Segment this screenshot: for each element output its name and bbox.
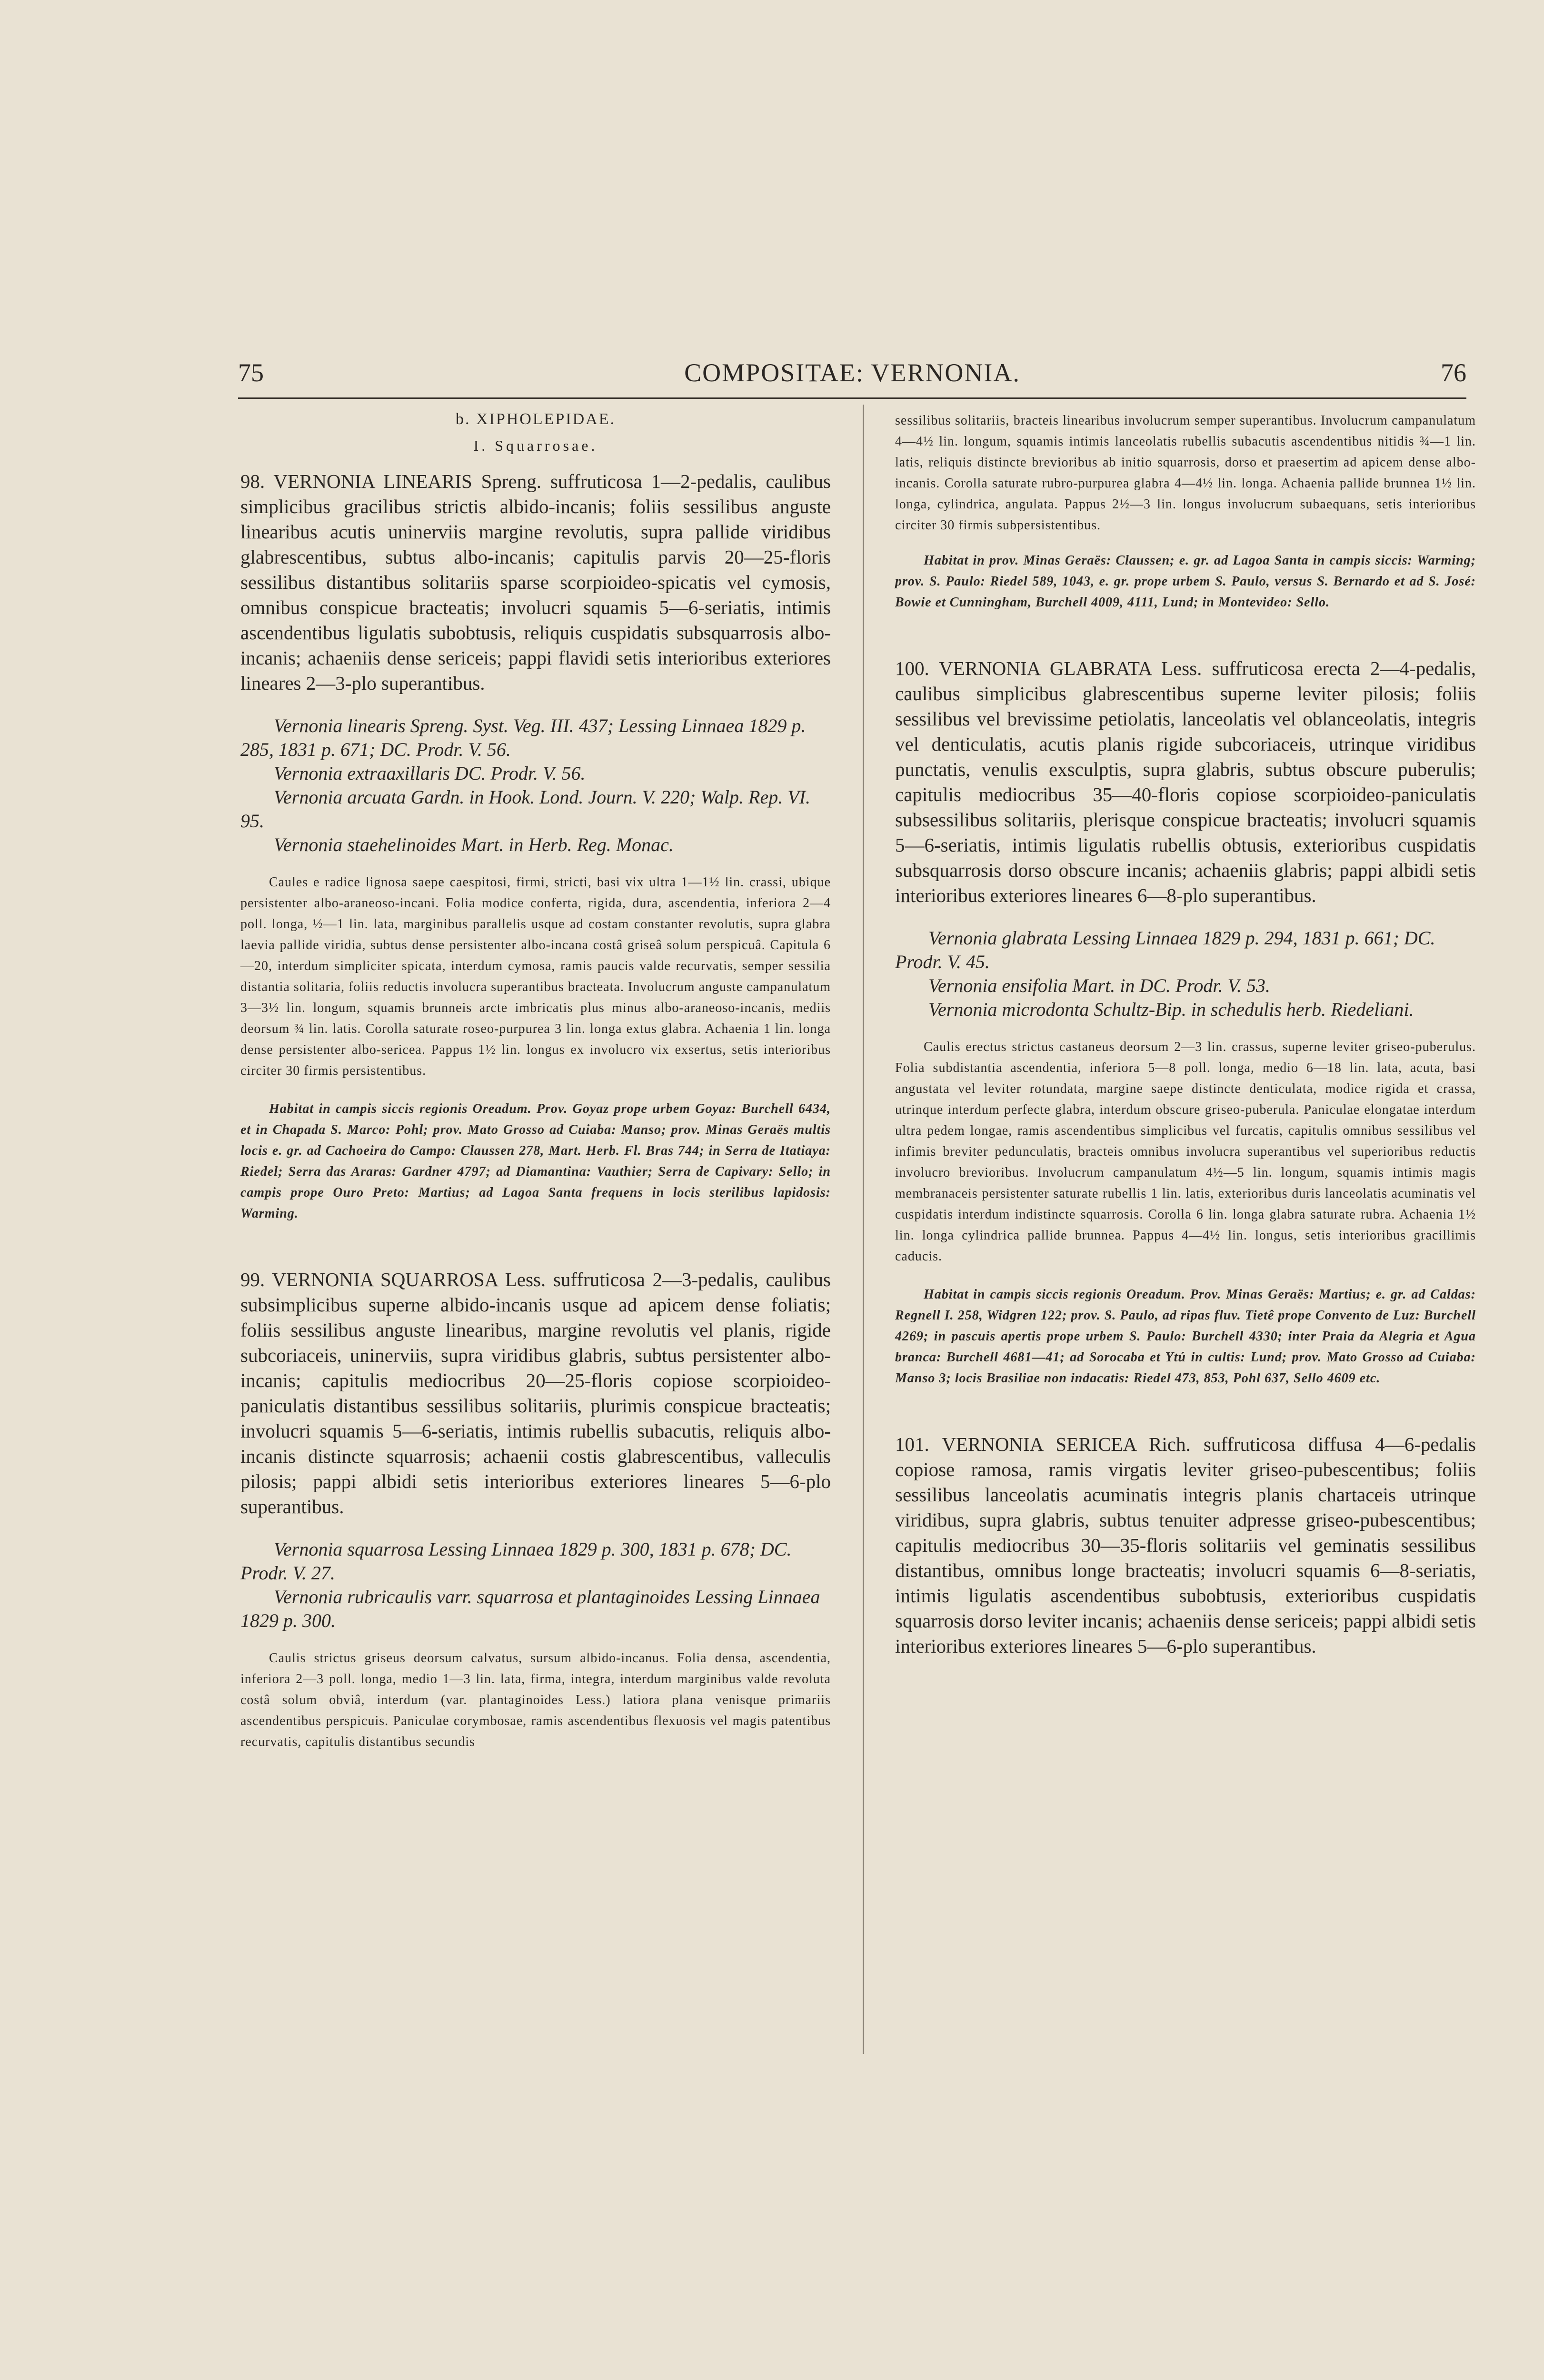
synonym: Vernonia squarrosa Lessing Linnaea 1829 p. 300, 1831 p. 678; DC. Prodr. V. 27. — [240, 1538, 792, 1584]
species-100-description: Caulis erectus strictus castaneus deorsum 2—3 lin. crassus, superne leviter griseo-puberulus. Folia subdistantia ascendentia, inferiora 5—8 poll. longa, medio 6—18 lin. lata, acuta, basi angustata vel leviter rotundata, margine saepe distincte denticulata, modice rigida et crassa, utrinque interdum perfecte glabra, interdum obscure griseo-puberula. Paniculae elongatae interdum ultra pedem longae, ramis ascendentibus simplicibus vel furcatis, capitulis omnibus sessilibus vel infimis breviter pedunculatis, bracteis omnibus involucra superantibus vel superioribus reductis involucro brevioribus. Involucrum campanulatum 4½—5 lin. longum, squamis intimis magis membranaceis persistenter saturate rubellis 1 lin. latis, exterioribus duris lanceolatis acuminatis vel cuspidatis interdum indistincte squarrosis. Corolla 6 lin. longa glabra saturate rubra. Achaenia 1½ lin. longa cylindrica pallide brunnea. Pappus 4—4½ lin. longus, setis interioribus gracillimis caducis. — [895, 1040, 1476, 1264]
running-title: COMPOSITAE: VERNONIA. — [684, 358, 1020, 387]
species-100-diagnosis: 100. VERNONIA GLABRATA Less. suffruticosa erecta 2—4-pedalis, caulibus simplicibus glabrescentibus superne leviter pilosis; foliis sessilibus vel brevissime petiolatis, lanceolatis vel oblanceolatis, integris vel denticulatis, acutis planis rigide subcoriaceis, utrinque viridibus punctatis, venulis exsculptis, supra glabris, subtus obscure puberulis; capitulis mediocribus 35—40-floris copiose scorpioideo-paniculatis subsessilibus solitariis, plerisque conspicue bracteatis; involucri squamis 5—6-seriatis, intimis ligulatis rubellis obtusis, exterioribus cuspidatis subsquarrosis dorso obscure incanis; achaeniis glabris; pappi albidi setis interioribus exteriores lineares 6—8-plo superantibus. — [895, 657, 1476, 906]
synonym: Vernonia staehelinoides Mart. in Herb. Reg. Monac. — [274, 834, 674, 855]
right-column — [895, 410, 1476, 1659]
species-99-diagnosis: 99. VERNONIA SQUARROSA Less. suffruticosa 2—3-pedalis, caulibus subsimplicibus superne albido-incanis usque ad apicem dense foliatis; foliis sessilibus anguste linearibus, margine revolutis vel planis, rigide subcoriaceis, uninerviis, supra viridibus glabris, subtus persistenter albo-incanis; capitulis mediocribus 20—25-floris copiose scorpioideo-paniculatis distantibus sessilibus solitariis, plurimis conspicue bracteatis; involucri squamis 5—6-seriatis, intimis rubellis subacutis, reliquis albo-incanis distincte squarrosis; achaenii costis glabrescentibus, valleculis pilosis; pappi albidi setis interioribus exteriores lineares 5—6-plo superantibus. — [240, 1269, 831, 1517]
species-98-diagnosis: 98. VERNONIA LINEARIS Spreng. suffruticosa 1—2-pedalis, caulibus simplicibus gracilibus strictis albido-incanis; foliis sessilibus anguste linearibus acutis uninerviis margine revolutis, supra pallide viridibus glabrescentibus, subtus albo-incanis; capitulis parvis 20—25-floris sessilibus distantibus solitariis sparse scorpioideo-spicatis vel cymosis, omnibus conspicue bracteatis; involucri squamis 5—6-seriatis, intimis ascendentibus ligulatis subobtusis, reliquis cuspidatis subsquarrosis albo-incanis; achaeniis dense sericeis; pappi flavidi setis interioribus exteriores lineares 2—3-plo superantibus. — [240, 470, 831, 694]
species-99-description: Caulis strictus griseus deorsum calvatus, sursum albido-incanus. Folia densa, ascendentia, inferiora 2—3 poll. longa, medio 1—3 lin. lata, firma, integra, interdum marginibus valde revoluta costâ solum obviâ, interdum (var. plantaginoides Less.) latiora plana venisque primariis ascendentibus perspicuis. Paniculae corymbosae, ramis ascendentibus flexuosis vel magis patentibus recurvatis, capitulis distantibus secundis — [240, 1651, 831, 1749]
synonym: Vernonia ensifolia Mart. in DC. Prodr. V. 53. — [928, 975, 1270, 996]
species-98-description: Caules e radice lignosa saepe caespitosi, firmi, stricti, basi vix ultra 1—1½ lin. crassi, ubique persistenter albo-araneoso-incani. Folia modice conferta, rigida, dura, ascendentia, inferiora 2—4 poll. longa, ½—1 lin. lata, marginibus parallelis usque ad costam constanter revolutis, supra glabra laevia pallide viridia, subtus dense persistenter albo-incana costâ griseâ solum perspicuâ. Capitula 6—20, interdum simpliciter spicata, interdum cymosa, ramis paucis valde recurvatis, semper sessilia distantia solitaria, foliis reductis involucra superantibus bracteata. Involucrum anguste campanulatum 3—3½ lin. longum, squamis brunneis arcte imbricatis plus minus albo-araneoso-incanis, mediis deorsum ¾ lin. latis. Corolla saturate roseo-purpurea 3 lin. longa extus glabra. Achaenia 1 lin. longa dense persistenter albo-sericea. Pappus 1½ lin. longus ex involucro vix exsertus, setis interioribus circiter 30 firmis persistentibus. — [240, 875, 831, 1078]
synonym: Vernonia rubricaulis varr. squarrosa et plantaginoides Lessing Linnaea 1829 p. 300. — [240, 1586, 820, 1631]
species-98-synonyms — [240, 714, 831, 857]
synonym: Vernonia glabrata Lessing Linnaea 1829 p. 294, 1831 p. 661; DC. Prodr. V. 45. — [895, 927, 1435, 972]
running-header — [238, 358, 1466, 401]
species-100-synonyms — [895, 926, 1476, 1021]
species-99-habitat: Habitat in prov. Minas Geraës: Claussen; e. gr. ad Lagoa Santa in campis siccis: Warming; prov. S. Paulo: Riedel 589, 1043, e. gr. prope urbem S. Paulo, versus S. Bernardo et ad S. José: Bowie et Cunningham, Burchell 4009, 4111, Lund; in Montevideo: Sello. — [895, 553, 1476, 610]
section-heading: b. XIPHOLEPIDAE. — [455, 410, 616, 428]
left-column — [240, 410, 831, 1770]
synonym: Vernonia microdonta Schultz-Bip. in schedulis herb. Riedeliani. — [928, 999, 1414, 1020]
species-99-description-continued: sessilibus solitariis, bracteis linearibus involucrum semper superantibus. Involucrum campanulatum 4—4½ lin. longum, squamis intimis lanceolatis rubellis subacutis ascendentibus nitidis ¾—1 lin. latis, reliquis distincte brevioribus ab initio squarrosis, dorso et praesertim ad apicem dense albo-incanis. Corolla saturate rubro-purpurea glabra 4—4½ lin. longa. Achaenia pallide brunnea 1½ lin. longa, cylindrica, angulata. Pappus 2½—3 lin. longus involucrum subaequans, setis interioribus circiter 30 firmis subpersistentibus. — [895, 413, 1476, 533]
species-98-habitat: Habitat in campis siccis regionis Oreadum. Prov. Goyaz prope urbem Goyaz: Burchell 6434, et in Chapada S. Marco: Pohl; prov. Mato Grosso ad Cuiaba: Manso; prov. Minas Geraës multis locis e. gr. ad Cachoeira do Campo: Claussen 278, Mart. Herb. Fl. Bras 744; in Serra de Itatiaya: Riedel; Serra das Araras: Gardner 4797; ad Diamantina: Vauthier; Serra de Capivary: Sello; in campis prope Ouro Preto: Martius; ad Lagoa Santa frequens in locis sterilibus lapidosis: Warming. — [240, 1101, 831, 1221]
header-rule — [238, 397, 1466, 399]
synonym: Vernonia extraaxillaris DC. Prodr. V. 56. — [274, 763, 586, 784]
synonym: Vernonia arcuata Gardn. in Hook. Lond. Journ. V. 220; Walp. Rep. VI. 95. — [240, 786, 810, 832]
species-100-habitat: Habitat in campis siccis regionis Oreadum. Prov. Minas Geraës: Martius; e. gr. ad Caldas: Regnell I. 258, Widgren 122; prov. S. Paulo, ad ripas fluv. Tietê prope Convento de Luz: Burchell 4269; in pascuis apertis prope urbem S. Paulo: Burchell 4330; inter Praia da Alegria et Agua branca: Burchell 4681—41; ad Sorocaba et Ytú in cultis: Lund; prov. Mato Grosso ad Cuiaba: Manso 3; locis Brasiliae non indacatis: Riedel 473, 853, Pohl 637, Sello 4609 etc. — [895, 1287, 1476, 1386]
column-divider — [863, 405, 864, 2054]
page-number-left: 75 — [238, 358, 264, 387]
species-99-synonyms — [240, 1537, 831, 1633]
species-101-diagnosis: 101. VERNONIA SERICEA Rich. suffruticosa diffusa 4—6-pedalis copiose ramosa, ramis virgatis leviter griseo-pubescentibus; foliis sessilibus lanceolatis acuminatis integris planis chartaceis utrinque viridibus, supra glabris, subtus tenuiter adpresse griseo-pubescentibus; capitulis mediocribus 30—35-floris solitariis vel geminatis sessilibus distantibus, omnibus longe bracteatis; involucri squamis 6—8-seriatis, intimis ligulatis ascendentibus subobtusis, exterioribus cuspidatis squarrosis dorso leviter incanis; achaeniis dense sericeis; pappi albidi setis interioribus exteriores lineares 5—6-plo superantibus. — [895, 1433, 1476, 1657]
page-number-right: 76 — [1441, 358, 1466, 387]
subsection-heading: I. Squarrosae. — [473, 437, 598, 454]
synonym: Vernonia linearis Spreng. Syst. Veg. III. 437; Lessing Linnaea 1829 p. 285, 1831 p. 671; DC. Prodr. V. 56. — [240, 715, 806, 760]
